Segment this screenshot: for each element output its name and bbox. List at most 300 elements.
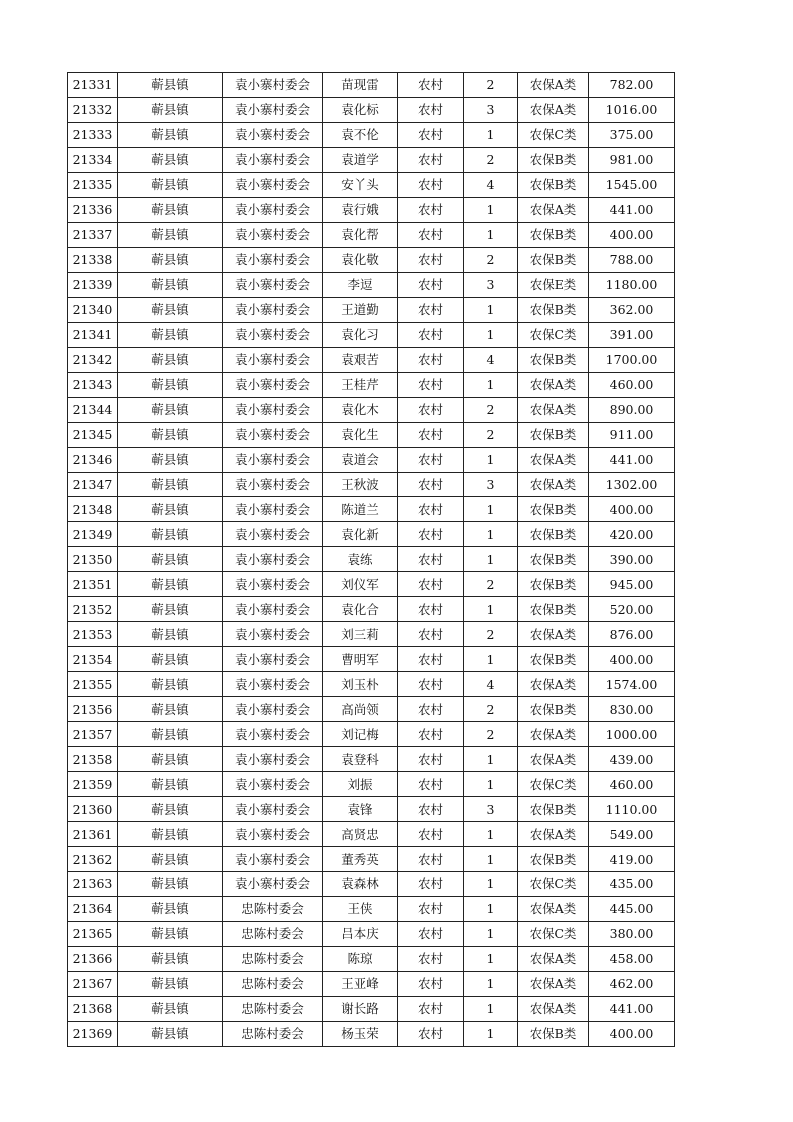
insurance-category-cell: 农保B类 [518, 247, 589, 272]
insurance-category-cell: 农保A类 [518, 472, 589, 497]
town-cell: 蕲县镇 [118, 647, 223, 672]
household-size-cell: 1 [464, 522, 518, 547]
town-cell: 蕲县镇 [118, 222, 223, 247]
village-committee-cell: 忠陈村委会 [223, 946, 323, 971]
household-size-cell: 1 [464, 896, 518, 921]
town-cell: 蕲县镇 [118, 697, 223, 722]
table-row [68, 472, 675, 497]
household-type-cell: 农村 [398, 147, 464, 172]
household-type-cell: 农村 [398, 822, 464, 847]
name-cell: 王道勤 [323, 297, 398, 322]
name-cell: 刘玉朴 [323, 672, 398, 697]
village-committee-cell: 忠陈村委会 [223, 896, 323, 921]
village-committee-cell: 袁小寨村委会 [223, 572, 323, 597]
serial-number-cell: 21366 [68, 946, 118, 971]
town-cell: 蕲县镇 [118, 372, 223, 397]
name-cell: 曹明军 [323, 647, 398, 672]
household-type-cell: 农村 [398, 322, 464, 347]
table-row [68, 1021, 675, 1046]
amount-cell: 1110.00 [589, 797, 675, 822]
household-type-cell: 农村 [398, 697, 464, 722]
amount-cell: 462.00 [589, 971, 675, 996]
serial-number-cell: 21360 [68, 797, 118, 822]
household-size-cell: 1 [464, 872, 518, 897]
table-row [68, 497, 675, 522]
name-cell: 苗现雷 [323, 73, 398, 98]
name-cell: 袁森林 [323, 872, 398, 897]
household-size-cell: 2 [464, 572, 518, 597]
table-body [68, 73, 675, 1047]
insurance-category-cell: 农保B类 [518, 547, 589, 572]
serial-number-cell: 21337 [68, 222, 118, 247]
household-type-cell: 农村 [398, 73, 464, 98]
town-cell: 蕲县镇 [118, 547, 223, 572]
town-cell: 蕲县镇 [118, 147, 223, 172]
household-size-cell: 3 [464, 97, 518, 122]
name-cell: 陈琼 [323, 946, 398, 971]
household-type-cell: 农村 [398, 497, 464, 522]
name-cell: 袁道学 [323, 147, 398, 172]
household-size-cell: 1 [464, 971, 518, 996]
household-size-cell: 1 [464, 547, 518, 572]
town-cell: 蕲县镇 [118, 122, 223, 147]
insurance-category-cell: 农保B类 [518, 497, 589, 522]
name-cell: 袁锋 [323, 797, 398, 822]
table-row [68, 572, 675, 597]
town-cell: 蕲县镇 [118, 522, 223, 547]
insurance-category-cell: 农保A类 [518, 822, 589, 847]
name-cell: 袁不伦 [323, 122, 398, 147]
serial-number-cell: 21356 [68, 697, 118, 722]
household-type-cell: 农村 [398, 372, 464, 397]
town-cell: 蕲县镇 [118, 197, 223, 222]
insurance-category-cell: 农保B类 [518, 147, 589, 172]
insurance-category-cell: 农保A类 [518, 73, 589, 98]
household-size-cell: 1 [464, 772, 518, 797]
table-row [68, 372, 675, 397]
table-row [68, 896, 675, 921]
amount-cell: 439.00 [589, 747, 675, 772]
insurance-category-cell: 农保A类 [518, 971, 589, 996]
town-cell: 蕲县镇 [118, 297, 223, 322]
serial-number-cell: 21344 [68, 397, 118, 422]
village-committee-cell: 忠陈村委会 [223, 1021, 323, 1046]
town-cell: 蕲县镇 [118, 822, 223, 847]
amount-cell: 391.00 [589, 322, 675, 347]
insurance-category-cell: 农保B类 [518, 647, 589, 672]
insurance-category-cell: 农保A类 [518, 996, 589, 1021]
serial-number-cell: 21348 [68, 497, 118, 522]
household-size-cell: 4 [464, 672, 518, 697]
serial-number-cell: 21338 [68, 247, 118, 272]
table-row [68, 722, 675, 747]
amount-cell: 400.00 [589, 222, 675, 247]
village-committee-cell: 袁小寨村委会 [223, 172, 323, 197]
table-row [68, 872, 675, 897]
serial-number-cell: 21369 [68, 1021, 118, 1046]
village-committee-cell: 袁小寨村委会 [223, 272, 323, 297]
name-cell: 袁化帮 [323, 222, 398, 247]
name-cell: 袁化标 [323, 97, 398, 122]
amount-cell: 445.00 [589, 896, 675, 921]
amount-cell: 520.00 [589, 597, 675, 622]
village-committee-cell: 袁小寨村委会 [223, 872, 323, 897]
village-committee-cell: 袁小寨村委会 [223, 422, 323, 447]
insurance-category-cell: 农保B类 [518, 847, 589, 872]
village-committee-cell: 袁小寨村委会 [223, 622, 323, 647]
amount-cell: 435.00 [589, 872, 675, 897]
household-type-cell: 农村 [398, 522, 464, 547]
insurance-category-cell: 农保B类 [518, 422, 589, 447]
village-committee-cell: 袁小寨村委会 [223, 73, 323, 98]
name-cell: 吕本庆 [323, 921, 398, 946]
name-cell: 袁化合 [323, 597, 398, 622]
serial-number-cell: 21352 [68, 597, 118, 622]
household-size-cell: 1 [464, 497, 518, 522]
name-cell: 袁化新 [323, 522, 398, 547]
serial-number-cell: 21353 [68, 622, 118, 647]
amount-cell: 400.00 [589, 1021, 675, 1046]
insurance-category-cell: 农保B类 [518, 297, 589, 322]
table-row [68, 622, 675, 647]
amount-cell: 1000.00 [589, 722, 675, 747]
insurance-category-cell: 农保C类 [518, 122, 589, 147]
serial-number-cell: 21331 [68, 73, 118, 98]
table-row [68, 547, 675, 572]
amount-cell: 1302.00 [589, 472, 675, 497]
serial-number-cell: 21359 [68, 772, 118, 797]
town-cell: 蕲县镇 [118, 946, 223, 971]
household-type-cell: 农村 [398, 247, 464, 272]
household-type-cell: 农村 [398, 772, 464, 797]
household-type-cell: 农村 [398, 472, 464, 497]
town-cell: 蕲县镇 [118, 847, 223, 872]
town-cell: 蕲县镇 [118, 921, 223, 946]
village-committee-cell: 袁小寨村委会 [223, 247, 323, 272]
amount-cell: 390.00 [589, 547, 675, 572]
household-type-cell: 农村 [398, 222, 464, 247]
household-size-cell: 3 [464, 472, 518, 497]
beneficiary-table [67, 72, 675, 1047]
village-committee-cell: 忠陈村委会 [223, 996, 323, 1021]
table-row [68, 97, 675, 122]
serial-number-cell: 21362 [68, 847, 118, 872]
town-cell: 蕲县镇 [118, 247, 223, 272]
table-row [68, 172, 675, 197]
household-size-cell: 1 [464, 322, 518, 347]
household-type-cell: 农村 [398, 172, 464, 197]
insurance-category-cell: 农保A类 [518, 747, 589, 772]
table-row [68, 946, 675, 971]
serial-number-cell: 21357 [68, 722, 118, 747]
amount-cell: 380.00 [589, 921, 675, 946]
insurance-category-cell: 农保B类 [518, 222, 589, 247]
insurance-category-cell: 农保B类 [518, 572, 589, 597]
household-type-cell: 农村 [398, 547, 464, 572]
village-committee-cell: 忠陈村委会 [223, 971, 323, 996]
serial-number-cell: 21336 [68, 197, 118, 222]
town-cell: 蕲县镇 [118, 747, 223, 772]
household-type-cell: 农村 [398, 422, 464, 447]
insurance-category-cell: 农保A类 [518, 946, 589, 971]
town-cell: 蕲县镇 [118, 896, 223, 921]
amount-cell: 782.00 [589, 73, 675, 98]
household-type-cell: 农村 [398, 722, 464, 747]
name-cell: 陈道兰 [323, 497, 398, 522]
household-size-cell: 1 [464, 297, 518, 322]
serial-number-cell: 21354 [68, 647, 118, 672]
amount-cell: 876.00 [589, 622, 675, 647]
village-committee-cell: 袁小寨村委会 [223, 472, 323, 497]
village-committee-cell: 袁小寨村委会 [223, 797, 323, 822]
village-committee-cell: 袁小寨村委会 [223, 722, 323, 747]
village-committee-cell: 袁小寨村委会 [223, 597, 323, 622]
household-type-cell: 农村 [398, 847, 464, 872]
name-cell: 董秀英 [323, 847, 398, 872]
serial-number-cell: 21347 [68, 472, 118, 497]
household-size-cell: 1 [464, 372, 518, 397]
village-committee-cell: 袁小寨村委会 [223, 297, 323, 322]
household-size-cell: 2 [464, 147, 518, 172]
amount-cell: 400.00 [589, 497, 675, 522]
serial-number-cell: 21365 [68, 921, 118, 946]
amount-cell: 362.00 [589, 297, 675, 322]
insurance-category-cell: 农保A类 [518, 397, 589, 422]
household-type-cell: 农村 [398, 647, 464, 672]
amount-cell: 981.00 [589, 147, 675, 172]
town-cell: 蕲县镇 [118, 422, 223, 447]
table-row [68, 297, 675, 322]
household-size-cell: 1 [464, 747, 518, 772]
household-size-cell: 2 [464, 247, 518, 272]
village-committee-cell: 袁小寨村委会 [223, 222, 323, 247]
serial-number-cell: 21333 [68, 122, 118, 147]
table-row [68, 397, 675, 422]
village-committee-cell: 袁小寨村委会 [223, 147, 323, 172]
serial-number-cell: 21368 [68, 996, 118, 1021]
table-row [68, 697, 675, 722]
insurance-category-cell: 农保C类 [518, 772, 589, 797]
household-size-cell: 1 [464, 222, 518, 247]
household-type-cell: 农村 [398, 996, 464, 1021]
insurance-category-cell: 农保B类 [518, 797, 589, 822]
town-cell: 蕲县镇 [118, 272, 223, 297]
insurance-category-cell: 农保A类 [518, 447, 589, 472]
table-row [68, 971, 675, 996]
household-size-cell: 2 [464, 722, 518, 747]
table-row [68, 772, 675, 797]
household-size-cell: 1 [464, 1021, 518, 1046]
town-cell: 蕲县镇 [118, 622, 223, 647]
name-cell: 王桂芹 [323, 372, 398, 397]
amount-cell: 419.00 [589, 847, 675, 872]
household-size-cell: 1 [464, 946, 518, 971]
name-cell: 高贤忠 [323, 822, 398, 847]
amount-cell: 549.00 [589, 822, 675, 847]
serial-number-cell: 21340 [68, 297, 118, 322]
name-cell: 李逗 [323, 272, 398, 297]
household-size-cell: 1 [464, 122, 518, 147]
table-row [68, 672, 675, 697]
table-row [68, 747, 675, 772]
serial-number-cell: 21364 [68, 896, 118, 921]
insurance-category-cell: 农保E类 [518, 272, 589, 297]
name-cell: 袁化生 [323, 422, 398, 447]
household-size-cell: 1 [464, 447, 518, 472]
table-row [68, 73, 675, 98]
household-size-cell: 3 [464, 797, 518, 822]
name-cell: 王亚峰 [323, 971, 398, 996]
amount-cell: 1180.00 [589, 272, 675, 297]
insurance-category-cell: 农保A类 [518, 722, 589, 747]
amount-cell: 441.00 [589, 447, 675, 472]
amount-cell: 945.00 [589, 572, 675, 597]
household-type-cell: 农村 [398, 622, 464, 647]
household-type-cell: 农村 [398, 747, 464, 772]
amount-cell: 1016.00 [589, 97, 675, 122]
amount-cell: 1700.00 [589, 347, 675, 372]
household-size-cell: 2 [464, 397, 518, 422]
town-cell: 蕲县镇 [118, 397, 223, 422]
name-cell: 谢长路 [323, 996, 398, 1021]
village-committee-cell: 袁小寨村委会 [223, 122, 323, 147]
insurance-category-cell: 农保A类 [518, 197, 589, 222]
household-size-cell: 4 [464, 347, 518, 372]
name-cell: 袁登科 [323, 747, 398, 772]
name-cell: 刘记梅 [323, 722, 398, 747]
town-cell: 蕲县镇 [118, 172, 223, 197]
village-committee-cell: 袁小寨村委会 [223, 447, 323, 472]
table-row [68, 921, 675, 946]
household-type-cell: 农村 [398, 572, 464, 597]
household-type-cell: 农村 [398, 672, 464, 697]
table-row [68, 147, 675, 172]
serial-number-cell: 21335 [68, 172, 118, 197]
town-cell: 蕲县镇 [118, 497, 223, 522]
serial-number-cell: 21367 [68, 971, 118, 996]
household-size-cell: 2 [464, 622, 518, 647]
village-committee-cell: 袁小寨村委会 [223, 547, 323, 572]
village-committee-cell: 袁小寨村委会 [223, 347, 323, 372]
name-cell: 刘三莉 [323, 622, 398, 647]
household-type-cell: 农村 [398, 447, 464, 472]
insurance-category-cell: 农保A类 [518, 97, 589, 122]
village-committee-cell: 袁小寨村委会 [223, 522, 323, 547]
name-cell: 袁化习 [323, 322, 398, 347]
village-committee-cell: 袁小寨村委会 [223, 372, 323, 397]
insurance-category-cell: 农保B类 [518, 347, 589, 372]
household-size-cell: 2 [464, 422, 518, 447]
town-cell: 蕲县镇 [118, 797, 223, 822]
village-committee-cell: 袁小寨村委会 [223, 672, 323, 697]
town-cell: 蕲县镇 [118, 971, 223, 996]
household-type-cell: 农村 [398, 971, 464, 996]
household-size-cell: 4 [464, 172, 518, 197]
table-row [68, 422, 675, 447]
table-row [68, 322, 675, 347]
amount-cell: 1574.00 [589, 672, 675, 697]
town-cell: 蕲县镇 [118, 447, 223, 472]
village-committee-cell: 袁小寨村委会 [223, 322, 323, 347]
serial-number-cell: 21355 [68, 672, 118, 697]
table-row [68, 272, 675, 297]
village-committee-cell: 袁小寨村委会 [223, 772, 323, 797]
insurance-category-cell: 农保A类 [518, 896, 589, 921]
name-cell: 刘仪军 [323, 572, 398, 597]
household-size-cell: 1 [464, 847, 518, 872]
name-cell: 高尚领 [323, 697, 398, 722]
town-cell: 蕲县镇 [118, 73, 223, 98]
household-type-cell: 农村 [398, 397, 464, 422]
serial-number-cell: 21349 [68, 522, 118, 547]
table-row [68, 647, 675, 672]
household-size-cell: 1 [464, 996, 518, 1021]
name-cell: 杨玉荣 [323, 1021, 398, 1046]
table-row [68, 347, 675, 372]
household-type-cell: 农村 [398, 797, 464, 822]
table-row [68, 247, 675, 272]
serial-number-cell: 21341 [68, 322, 118, 347]
table-row [68, 797, 675, 822]
town-cell: 蕲县镇 [118, 872, 223, 897]
insurance-category-cell: 农保B类 [518, 597, 589, 622]
village-committee-cell: 袁小寨村委会 [223, 497, 323, 522]
town-cell: 蕲县镇 [118, 572, 223, 597]
town-cell: 蕲县镇 [118, 472, 223, 497]
table-row [68, 847, 675, 872]
insurance-category-cell: 农保A类 [518, 622, 589, 647]
name-cell: 王秋波 [323, 472, 398, 497]
household-type-cell: 农村 [398, 597, 464, 622]
village-committee-cell: 袁小寨村委会 [223, 197, 323, 222]
household-size-cell: 1 [464, 647, 518, 672]
village-committee-cell: 忠陈村委会 [223, 921, 323, 946]
serial-number-cell: 21363 [68, 872, 118, 897]
table-row [68, 197, 675, 222]
town-cell: 蕲县镇 [118, 97, 223, 122]
town-cell: 蕲县镇 [118, 672, 223, 697]
village-committee-cell: 袁小寨村委会 [223, 97, 323, 122]
amount-cell: 441.00 [589, 996, 675, 1021]
serial-number-cell: 21346 [68, 447, 118, 472]
household-type-cell: 农村 [398, 896, 464, 921]
name-cell: 刘振 [323, 772, 398, 797]
amount-cell: 460.00 [589, 372, 675, 397]
serial-number-cell: 21351 [68, 572, 118, 597]
amount-cell: 420.00 [589, 522, 675, 547]
household-size-cell: 3 [464, 272, 518, 297]
insurance-category-cell: 农保A类 [518, 672, 589, 697]
amount-cell: 400.00 [589, 647, 675, 672]
insurance-category-cell: 农保A类 [518, 372, 589, 397]
household-size-cell: 1 [464, 197, 518, 222]
amount-cell: 375.00 [589, 122, 675, 147]
household-type-cell: 农村 [398, 272, 464, 297]
town-cell: 蕲县镇 [118, 772, 223, 797]
household-size-cell: 1 [464, 921, 518, 946]
village-committee-cell: 袁小寨村委会 [223, 697, 323, 722]
household-type-cell: 农村 [398, 1021, 464, 1046]
amount-cell: 890.00 [589, 397, 675, 422]
amount-cell: 460.00 [589, 772, 675, 797]
serial-number-cell: 21361 [68, 822, 118, 847]
name-cell: 袁化木 [323, 397, 398, 422]
town-cell: 蕲县镇 [118, 996, 223, 1021]
village-committee-cell: 袁小寨村委会 [223, 822, 323, 847]
household-type-cell: 农村 [398, 872, 464, 897]
household-size-cell: 2 [464, 73, 518, 98]
serial-number-cell: 21350 [68, 547, 118, 572]
